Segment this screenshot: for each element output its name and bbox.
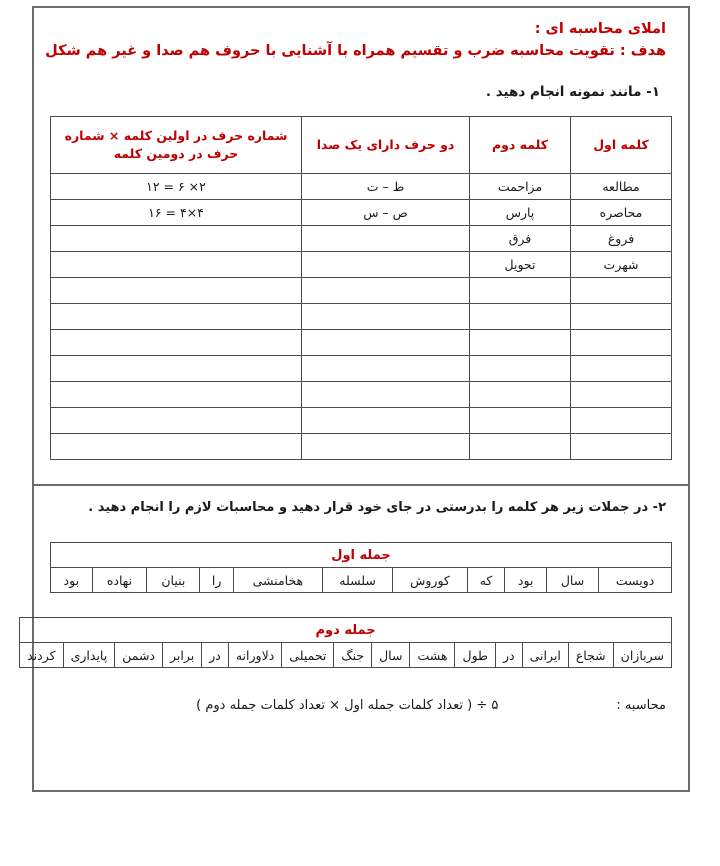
calculation-expression[interactable]: ۵ ÷ ( تعداد کلمات جمله اول × تعداد کلمات جمله دوم ) [196,698,499,713]
worksheet-header [34,8,688,64]
cell-word2[interactable]: تحویل [470,252,571,278]
column-header-calculation: شماره حرف در اولین کلمه × شماره حرف در دومین کلمه [51,117,302,174]
cell-word1[interactable]: محاصره [571,200,672,226]
worksheet-inner [27,8,688,790]
cell-word1[interactable]: مطالعه [571,174,672,200]
sentence-2-word[interactable]: تحمیلی [282,643,334,668]
page-title: املای محاسبه ای : [534,21,666,37]
table-row[interactable] [51,434,672,460]
cell-calculation[interactable] [51,382,302,408]
sentence-2-word[interactable]: طول [455,643,496,668]
cell-letters[interactable] [302,356,470,382]
table-body [51,174,672,460]
cell-word2[interactable] [470,330,571,356]
sentence-2-word[interactable]: ایرانی [522,643,568,668]
cell-letters[interactable] [302,252,470,278]
table-row[interactable] [51,200,672,226]
calculation-label: محاسبه : [616,698,666,713]
cell-word2[interactable]: پارس [470,200,571,226]
question-1-table-wrapper [50,116,672,460]
column-header-word1: کلمه اول [571,117,672,174]
sentence-1-word[interactable]: سال [546,568,598,593]
sentence-2-word[interactable]: هشت [410,643,455,668]
cell-calculation[interactable] [51,226,302,252]
cell-calculation[interactable] [51,356,302,382]
sentence-2-word[interactable]: شجاع [568,643,613,668]
question-2-prompt: ۲- در جملات زیر هر کلمه را بدرستی در جای خود قرار دهید و محاسبات لازم را انجام دهید . [88,500,666,515]
table-row[interactable] [51,278,672,304]
sentence-2-wrapper [27,617,672,668]
worksheet-sheet [27,6,690,792]
column-header-word2: کلمه دوم [470,117,571,174]
cell-calculation[interactable] [51,408,302,434]
table-row[interactable] [51,252,672,278]
cell-calculation[interactable] [51,330,302,356]
cell-word1[interactable] [571,382,672,408]
sentence-2-word[interactable]: جنگ [334,643,372,668]
sentence-1-word[interactable]: دویست [599,568,672,593]
cell-calculation[interactable] [51,252,302,278]
sentence-2-word[interactable]: کردند [20,643,63,668]
cell-word2[interactable] [470,304,571,330]
table-header-row [51,117,672,174]
column-header-letters: دو حرف دارای یک صدا [302,117,470,174]
table-head [51,117,672,174]
cell-word1[interactable] [571,278,672,304]
sentence-2-word[interactable]: در [202,643,229,668]
cell-letters[interactable]: ط – ت [302,174,470,200]
sentence-2-word[interactable]: دلاورانه [228,643,281,668]
table-row[interactable] [51,226,672,252]
cell-word1[interactable] [571,356,672,382]
sentence-1-word[interactable]: کوروش [393,568,468,593]
sentence-1-words-row [51,568,672,593]
section-divider [32,484,690,486]
sentence-2-word[interactable]: برابر [163,643,202,668]
cell-word1[interactable] [571,408,672,434]
sentence-1-word[interactable]: بود [51,568,93,593]
cell-letters[interactable] [302,226,470,252]
table-row[interactable] [51,408,672,434]
sentence-1-word[interactable]: نهاده [92,568,147,593]
cell-letters[interactable] [302,382,470,408]
cell-word2[interactable] [470,434,571,460]
cell-word2[interactable] [470,356,571,382]
spelling-calculation-table [50,116,672,460]
sentence-1-word[interactable]: بود [505,568,547,593]
table-row[interactable] [51,382,672,408]
cell-letters[interactable] [302,330,470,356]
cell-letters[interactable] [302,278,470,304]
sentence-2-words-row [20,643,672,668]
sentence-2-word[interactable]: دشمن [115,643,163,668]
cell-calculation[interactable] [51,278,302,304]
sentence-1-word[interactable]: که [467,568,505,593]
sentence-1-word[interactable]: هخامنشی [233,568,322,593]
calculation-row [56,698,666,713]
sentence-1-title: جمله اول [51,543,672,568]
cell-word2[interactable]: مزاحمت [470,174,571,200]
sentence-1-table [50,542,672,593]
cell-calculation[interactable] [51,304,302,330]
cell-word1[interactable] [571,330,672,356]
cell-calculation[interactable]: ۴×۴ = ۱۶ [51,200,302,226]
cell-word2[interactable] [470,408,571,434]
cell-calculation[interactable] [51,434,302,460]
sentence-1-word[interactable]: سلسله [322,568,392,593]
table-row[interactable] [51,356,672,382]
table-row[interactable] [51,304,672,330]
sentence-2-word[interactable]: سربازان [613,643,671,668]
cell-letters[interactable] [302,434,470,460]
sentence-1-title-row [51,543,672,568]
sentence-2-table [19,617,672,668]
sentence-1-wrapper [50,542,672,593]
cell-letters[interactable] [302,408,470,434]
cell-word1[interactable]: شهرت [571,252,672,278]
cell-word2[interactable] [470,382,571,408]
cell-word2[interactable] [470,278,571,304]
cell-word1[interactable] [571,434,672,460]
table-row[interactable] [51,174,672,200]
cell-word2[interactable]: فرق [470,226,571,252]
sentence-2-word[interactable]: در [495,643,522,668]
sentence-1-word[interactable]: بنیان [147,568,200,593]
cell-letters[interactable]: ص – س [302,200,470,226]
sentence-2-word[interactable]: پایداری [63,643,115,668]
cell-word1[interactable]: فروغ [571,226,672,252]
sentence-2-title-row [20,618,672,643]
table-row[interactable] [51,330,672,356]
sentence-2-title: جمله دوم [20,618,672,643]
sentence-1-word[interactable]: را [200,568,233,593]
sentence-2-word[interactable]: سال [372,643,410,668]
worksheet-goal: هدف : تقویت محاسبه ضرب و تقسیم همراه با آشنایی با حروف هم صدا و غیر هم شکل [45,43,666,60]
cell-calculation[interactable]: ۲× ۶ = ۱۲ [51,174,302,200]
question-1-prompt: ۱- مانند نمونه انجام دهید . [485,84,660,101]
cell-word1[interactable] [571,304,672,330]
cell-letters[interactable] [302,304,470,330]
